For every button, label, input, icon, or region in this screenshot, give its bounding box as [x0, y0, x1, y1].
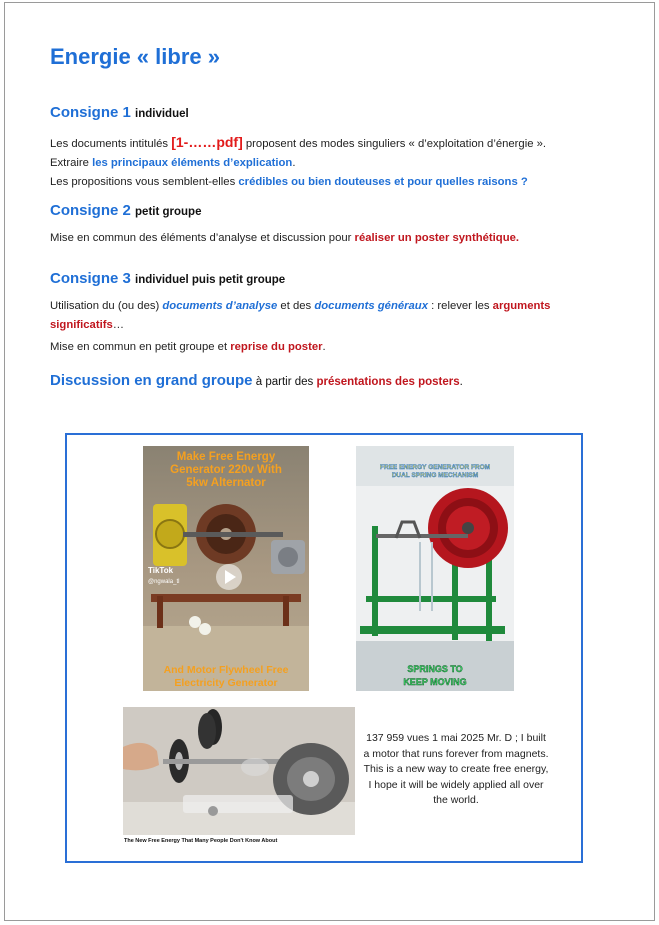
text: Extraire — [50, 157, 93, 169]
video-thumbnail-spring-mechanism[interactable] — [356, 446, 514, 691]
consigne-1-heading — [50, 104, 189, 121]
consigne-3-text-2 — [50, 338, 590, 357]
video-thumbnail-magnet-motor[interactable] — [123, 707, 355, 835]
discussion-title: Discussion en grand groupe — [50, 372, 253, 389]
tiktok-label: TikTok — [148, 566, 174, 575]
video-1-bottom-line-1: And Motor Flywheel Free — [163, 664, 289, 676]
highlight: présentations des posters — [316, 376, 460, 388]
discussion-tail — [253, 376, 463, 388]
consigne-3-subtitle: individuel puis petit groupe — [135, 274, 286, 286]
consigne-2-title: Consigne 2 — [50, 202, 131, 219]
consigne-3-text-1 — [50, 297, 590, 335]
text: . — [292, 157, 296, 169]
highlight: arguments significatifs — [50, 300, 551, 331]
text: … — [112, 319, 125, 331]
text: Les documents intitulés — [50, 138, 172, 150]
video-1-top-line-1: Make Free Energy — [176, 451, 276, 463]
video-1-top-line-3: 5kw Alternator — [186, 477, 266, 489]
consigne-2-text — [50, 229, 590, 248]
spring-mechanism-illustration — [356, 446, 514, 691]
highlight: documents d’analyse — [162, 300, 278, 312]
highlight: crédibles ou bien douteuses et pour quelles raisons ? — [238, 176, 528, 188]
video-1-bottom-line-2: Electricity Generator — [174, 677, 278, 689]
text: : relever les — [428, 300, 493, 312]
video-2-top-line-1: FREE ENERGY GENERATOR FROM — [379, 464, 491, 471]
discussion-heading — [50, 372, 463, 389]
consigne-2-heading — [50, 202, 201, 219]
flywheel-generator-illustration — [143, 446, 309, 691]
highlight: les principaux éléments d’explication — [92, 157, 293, 169]
text: Utilisation du (ou des) — [50, 300, 163, 312]
video-1-top-line-2: Generator 220v With — [170, 464, 282, 476]
consigne-1-subtitle: individuel — [135, 108, 189, 120]
text: . — [322, 341, 326, 353]
text: et des — [277, 300, 315, 312]
text: Mise en commun en petit groupe et — [50, 341, 231, 353]
consigne-3-title: Consigne 3 — [50, 270, 131, 287]
video-2-bottom-line-1: SPRINGS TO — [407, 664, 463, 674]
consigne-2-subtitle: petit groupe — [135, 206, 202, 218]
video-2-top-line-2: DUAL SPRING MECHANISM — [391, 472, 479, 479]
pdf-reference: [1-……pdf] — [171, 134, 243, 150]
video-2-bottom-line-2: KEEP MOVING — [403, 677, 467, 687]
video-thumbnail-flywheel-generator[interactable] — [143, 446, 309, 691]
tiktok-handle: @ngwala_tl — [148, 579, 180, 585]
highlight: reprise du poster — [230, 341, 323, 353]
text: Les propositions vous semblent-elles — [50, 176, 239, 188]
consigne-1-text — [50, 133, 590, 192]
highlight: réaliser un poster synthétique. — [354, 232, 520, 244]
consigne-3-heading — [50, 270, 285, 287]
video-description: 137 959 vues 1 mai 2025 Mr. D ; I built a motor that runs forever from magnets. This is a new way to create free energy, I hope it will be widely applied all over the world. — [363, 732, 549, 806]
text: proposent des modes singuliers « d’exploitation d’énergie ». — [242, 138, 547, 150]
page-title: Energie « libre » — [50, 44, 220, 69]
consigne-1-title: Consigne 1 — [50, 104, 131, 121]
text: à partir des — [252, 376, 317, 388]
text: Mise en commun des éléments d’analyse et discussion pour — [50, 232, 355, 244]
text: . — [459, 376, 463, 388]
magnet-motor-illustration — [123, 707, 355, 835]
video-3-caption: The New Free Energy That Many People Don't Know About — [124, 838, 278, 844]
highlight: documents généraux — [314, 300, 428, 312]
